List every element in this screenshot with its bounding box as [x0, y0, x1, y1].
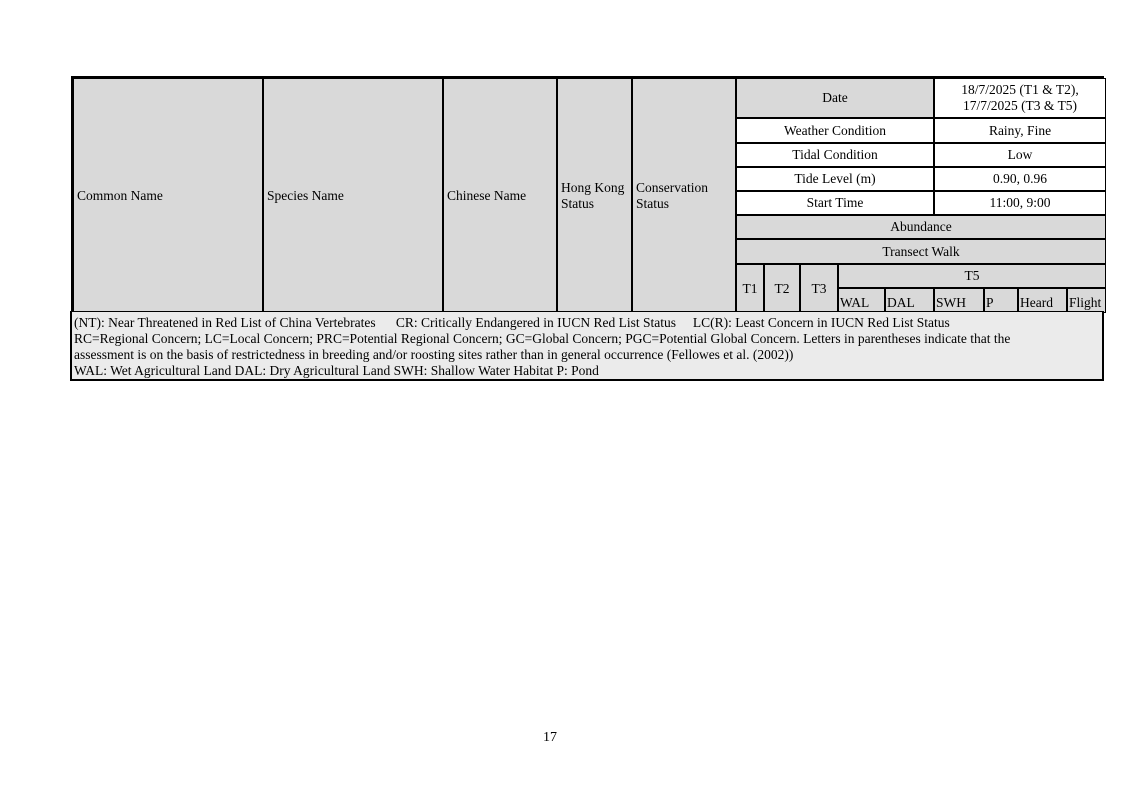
t5-wal-header: WAL — [838, 288, 885, 313]
start-time-label: Start Time — [736, 191, 934, 215]
tidal-condition-value: Low — [934, 143, 1106, 167]
date-value: 18/7/2025 (T1 & T2), 17/7/2025 (T3 & T5) — [934, 78, 1106, 118]
t5-dal-header: DAL — [885, 288, 934, 313]
transect-walk-header: Transect Walk — [736, 239, 1106, 264]
weather-condition-label: Weather Condition — [736, 118, 934, 143]
header-hong-kong-status: Hong Kong Status — [557, 78, 632, 313]
footnote-line: assessment is on the basis of restrictedness in breeding and/or roosting sites rather than in general occurrence (Fellowes et al. (2002)) — [74, 347, 794, 362]
weather-condition-value: Rainy, Fine — [934, 118, 1106, 143]
header-chinese-name: Chinese Name — [443, 78, 557, 313]
t5-swh-header: SWH — [934, 288, 984, 313]
transect-t3-header: T3 — [800, 264, 838, 313]
footnote-line: RC=Regional Concern; LC=Local Concern; PRC=Potential Regional Concern; GC=Global Concern; PGC=Potential Global Concern. Letters in parentheses indicate that the — [74, 331, 1011, 346]
header-species-name: Species Name — [263, 78, 443, 313]
footnote-line: WAL: Wet Agricultural Land DAL: Dry Agricultural Land SWH: Shallow Water Habitat P: Pond — [74, 363, 599, 378]
page-number: 17 — [543, 730, 557, 745]
t5-flight-header: Flight — [1067, 288, 1106, 313]
abundance-header: Abundance — [736, 215, 1106, 239]
t5-heard-header: Heard — [1018, 288, 1067, 313]
species-table — [71, 76, 1104, 311]
transect-t5-header: T5 — [838, 264, 1106, 288]
header-common-name: Common Name — [73, 78, 263, 313]
transect-t2-header: T2 — [764, 264, 800, 313]
tidal-condition-label: Tidal Condition — [736, 143, 934, 167]
tide-level-value: 0.90, 0.96 — [934, 167, 1106, 191]
tide-level-label: Tide Level (m) — [736, 167, 934, 191]
transect-t1-header: T1 — [736, 264, 764, 313]
date-label: Date — [736, 78, 934, 118]
header-conservation-status: Conservation Status — [632, 78, 736, 313]
footnote-line: (NT): Near Threatened in Red List of China Vertebrates CR: Critically Endangered in IUCN Red List Status LC(R): Least Concern in IUCN Red List Status — [74, 315, 950, 330]
t5-p-header: P — [984, 288, 1018, 313]
table-footnotes — [70, 311, 1104, 381]
start-time-value: 11:00, 9:00 — [934, 191, 1106, 215]
